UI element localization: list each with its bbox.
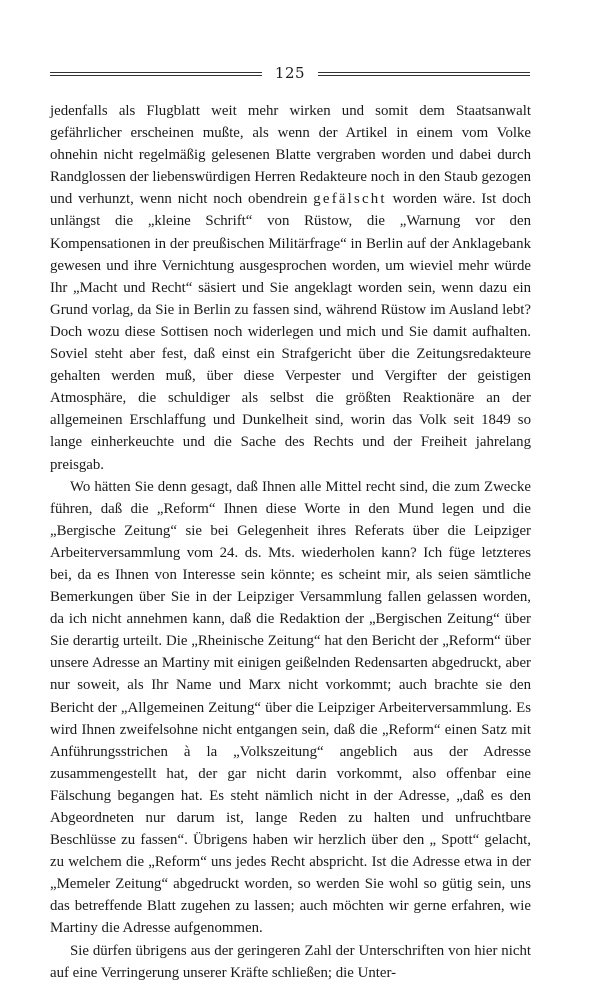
- paragraph-1-text-b: worden wäre. Ist doch unlängst die „kleine Schrift“ von Rüstow, die „Warnung vor den Kompensationen in der preußischen Militärfrage“ in Berlin auf der Anklagebank gewesen und ihre Vernichtung ausgesprochen worden, um wieviel mehr würde Ihr „Macht und Recht“ säsiert und Sie angeklagt worden sein, wenn dazu ein Grund vorlag, da Sie in Berlin zu fassen sind, während Rüstow im Ausland lebt? Doch wozu diese Sottisen noch widerlegen und mich und Sie damit aufhalten. Soviel steht aber fest, daß einst ein Strafgericht über die Zeitungsredakteure gehalten werden muß, über diese Verpester und Vergifter der geistigen Atmosphäre, die schuldiger als selbst die größten Reaktionäre an der allgemeinen Erschlaffung und Dunkelheit sind, worin das Volk seit 1849 so lange einherkeuchte und die Sache des Rechts und der Freiheit jahrelang preisgab.: [50, 191, 532, 473]
- paragraph-2: [50, 476, 531, 940]
- paragraph-1-emphasis: gefälscht: [313, 191, 387, 208]
- header-rule-left: [50, 72, 262, 77]
- paragraph-2-text: Wo hätten Sie denn gesagt, daß Ihnen alle Mittel recht sind, die zum Zwecke führen, daß die „Reform“ Ihnen diese Worte in den Mund legen und die „Bergische Zeitung“ sie bei Gelegenheit ihres Referats über die Leipziger Arbeiterversammlung vom 24. ds. Mts. wiederholen kann? Ich füge letzteres bei, da es Ihnen von Interesse sein könnte; es scheint mir, als seien sämtliche Bemerkungen über Sie in der Leipziger Versammlung fallen gelassen worden, da ich nicht annehmen kann, daß die Redaktion der „Bergischen Zeitung“ über Sie derartig urteilt. Die „Rheinische Zeitung“ hat den Bericht der „Reform“ über unsere Adresse an Martiny mit einigen geißelnden Redensarten abgedruckt, aber nur soweit, als Ihr Name und Marx nicht vorkommt; auch brachte sie den Bericht der „Allgemeinen Zeitung“ über die Leipziger Arbeiterversammlung. Es wird Ihnen zweifelsohne nicht entgangen sein, daß die „Reform“ einen Satz mit Anführungsstrichen à la „Volkszeitung“ angeblich aus der Adresse zusammengestellt hat, der gar nicht darin vorkommt, also offenbar eine Fälschung begangen hat. Es steht nämlich nicht in der Adresse, „daß es den Abgeordneten nur darum ist, lange Reden zu halten und unfruchtbare Beschlüsse zu fassen“. Übrigens haben wir herzlich über den „ Spott“ gelacht, zu welchem die „Reform“ uns jedes Recht abspricht. Ist die Adresse etwa in der „Memeler Zeitung“ abgedruckt worden, so werden Sie wohl so gütig sein, uns das betreffende Blatt zugehen zu lassen; auch möchten wir gerne erfahren, wie Martiny die Adresse aufgenommen.: [50, 478, 531, 937]
- page-number: 125: [274, 64, 306, 82]
- paragraph-3: [50, 940, 531, 984]
- paragraph-1: [50, 100, 531, 476]
- paragraph-1-text-a: jedenfalls als Flugblatt weit mehr wirken und somit dem Staatsanwalt gefährlicher erscheinen mußte, als wenn der Artikel in einem vom Volke ohnehin nicht regelmäßig gelesenen Blatte vergraben worden und dabei durch Randglossen der liebenswürdigen Herren Redakteure noch in den Staub gezogen und verhunzt, wenn nicht noch obendrein: [50, 103, 531, 208]
- header-rule-right: [318, 72, 530, 77]
- body-text: [50, 100, 531, 984]
- paragraph-3-text: Sie dürfen übrigens aus der geringeren Zahl der Unterschriften von hier nicht auf eine Verringerung unserer Kräfte schließen; die Unter-: [50, 942, 531, 981]
- page-header: [50, 62, 530, 84]
